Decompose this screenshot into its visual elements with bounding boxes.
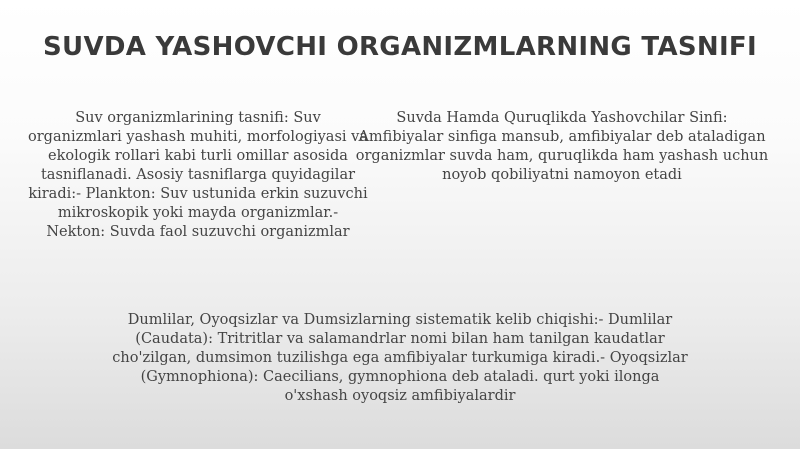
slide-title: SUVDA YASHOVCHI ORGANIZMLARNING TASNIFI — [43, 32, 757, 62]
right-text-block: Suvda Hamda Quruqlikda Yashovchilar Sinfi: Amfibiyalar sinfiga mansub, amfibiyalar deb ataladigan organizmlar suvda ham, quruqlikda ham yashash uchun noyob qobiliyatni namoyon etadi — [355, 110, 769, 183]
left-text-block: Suv organizmlarining tasnifi: Suv organizmlari yashash muhiti, morfologiyasi va ekologik rollari kabi turli omillar asosida tasniflanadi. Asosiy tasniflarga quyidagilar kiradi:- Plankton: Suv ustunida erkin suzuvchi mikroskopik yoki mayda organizmlar.- Nekton: Suvda faol suzuvchi organizmlar — [28, 110, 368, 240]
bottom-text-block: Dumlilar, Oyoqsizlar va Dumsizlarning sistematik kelib chiqishi:- Dumlilar (Caudata): Tritritlar va salamandrlar nomi bilan ham tanilgan kaudatlar cho'zilgan, dumsimon tuzilishga ega amfibiyalar turkumiga kiradi.- Oyoqsizlar (Gymnophiona): Caecilians, gymnophiona deb ataladi. qurt yoki ilonga o'xshash oyoqsiz amfibiyalardir — [112, 312, 688, 404]
